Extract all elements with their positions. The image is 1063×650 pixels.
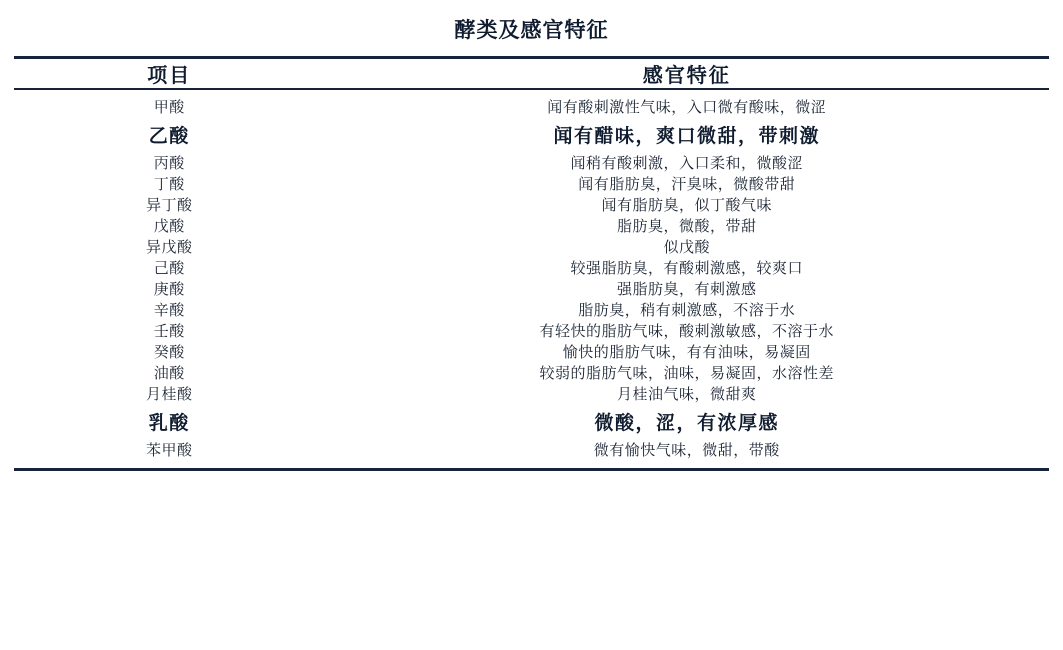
cell-feature: 强脂肪臭，有刺激感 bbox=[616, 280, 757, 298]
cell-item: 辛酸 bbox=[153, 301, 185, 319]
cell-item: 油酸 bbox=[153, 364, 185, 382]
table-row bbox=[14, 215, 1049, 236]
cell-item: 戊酸 bbox=[153, 217, 185, 235]
table-row bbox=[14, 117, 1049, 152]
cell-item: 乳酸 bbox=[148, 412, 190, 434]
page-title: 酵类及感官特征 bbox=[454, 17, 609, 42]
table-row bbox=[14, 257, 1049, 278]
cell-feature: 较强脂肪臭，有酸刺激感，较爽口 bbox=[570, 259, 803, 277]
table-row bbox=[14, 383, 1049, 404]
cell-feature: 脂肪臭，稍有刺激感，不溶于水 bbox=[578, 301, 796, 319]
cell-feature: 闻有醋味，爽口微甜，带刺激 bbox=[553, 125, 820, 147]
table-row bbox=[14, 320, 1049, 341]
cell-feature: 微有愉快气味，微甜，带酸 bbox=[593, 441, 780, 459]
cell-item: 己酸 bbox=[153, 259, 185, 277]
sensory-characteristics-table bbox=[14, 59, 1049, 88]
table-row bbox=[14, 152, 1049, 173]
cell-feature: 脂肪臭，微酸，带甜 bbox=[616, 217, 757, 235]
cell-feature: 闻有脂肪臭，似丁酸气味 bbox=[601, 196, 772, 214]
cell-item: 壬酸 bbox=[153, 322, 185, 340]
table-body bbox=[14, 96, 1049, 460]
column-header-item: 项目 bbox=[147, 63, 192, 87]
table-row bbox=[14, 96, 1049, 117]
divider-bottom bbox=[14, 468, 1049, 471]
table-row bbox=[14, 173, 1049, 194]
cell-feature: 有轻快的脂肪气味，酸刺激敏感，不溶于水 bbox=[539, 322, 834, 340]
cell-item: 月桂酸 bbox=[145, 385, 193, 403]
cell-feature: 月桂油气味，微甜爽 bbox=[616, 385, 757, 403]
cell-feature: 闻稍有酸刺激，入口柔和，微酸涩 bbox=[570, 154, 803, 172]
cell-item: 甲酸 bbox=[153, 98, 185, 116]
cell-item: 乙酸 bbox=[148, 125, 190, 147]
cell-item: 丙酸 bbox=[153, 154, 185, 172]
cell-item: 丁酸 bbox=[153, 175, 185, 193]
table-row bbox=[14, 362, 1049, 383]
cell-feature: 较弱的脂肪气味，油味，易凝固，水溶性差 bbox=[539, 364, 834, 382]
cell-feature: 微酸，涩，有浓厚感 bbox=[594, 412, 779, 434]
table-header-row bbox=[14, 59, 1049, 88]
column-header-feature: 感官特征 bbox=[642, 63, 731, 87]
cell-feature: 愉快的脂肪气味，有有油味，易凝固 bbox=[562, 343, 811, 361]
cell-item: 异丁酸 bbox=[145, 196, 193, 214]
table-row bbox=[14, 278, 1049, 299]
cell-feature: 闻有酸刺激性气味，入口微有酸味，微涩 bbox=[547, 98, 827, 116]
table-row bbox=[14, 299, 1049, 320]
cell-item: 异戊酸 bbox=[145, 238, 193, 256]
cell-feature: 似戊酸 bbox=[663, 238, 710, 256]
cell-item: 庚酸 bbox=[153, 280, 185, 298]
table-row bbox=[14, 439, 1049, 460]
table-row bbox=[14, 404, 1049, 439]
cell-item: 癸酸 bbox=[153, 343, 185, 361]
cell-item: 苯甲酸 bbox=[145, 441, 193, 459]
cell-feature: 闻有脂肪臭，汗臭味，微酸带甜 bbox=[578, 175, 796, 193]
sensory-characteristics-body bbox=[14, 96, 1049, 460]
table-row bbox=[14, 236, 1049, 257]
table-row bbox=[14, 341, 1049, 362]
table-row bbox=[14, 194, 1049, 215]
